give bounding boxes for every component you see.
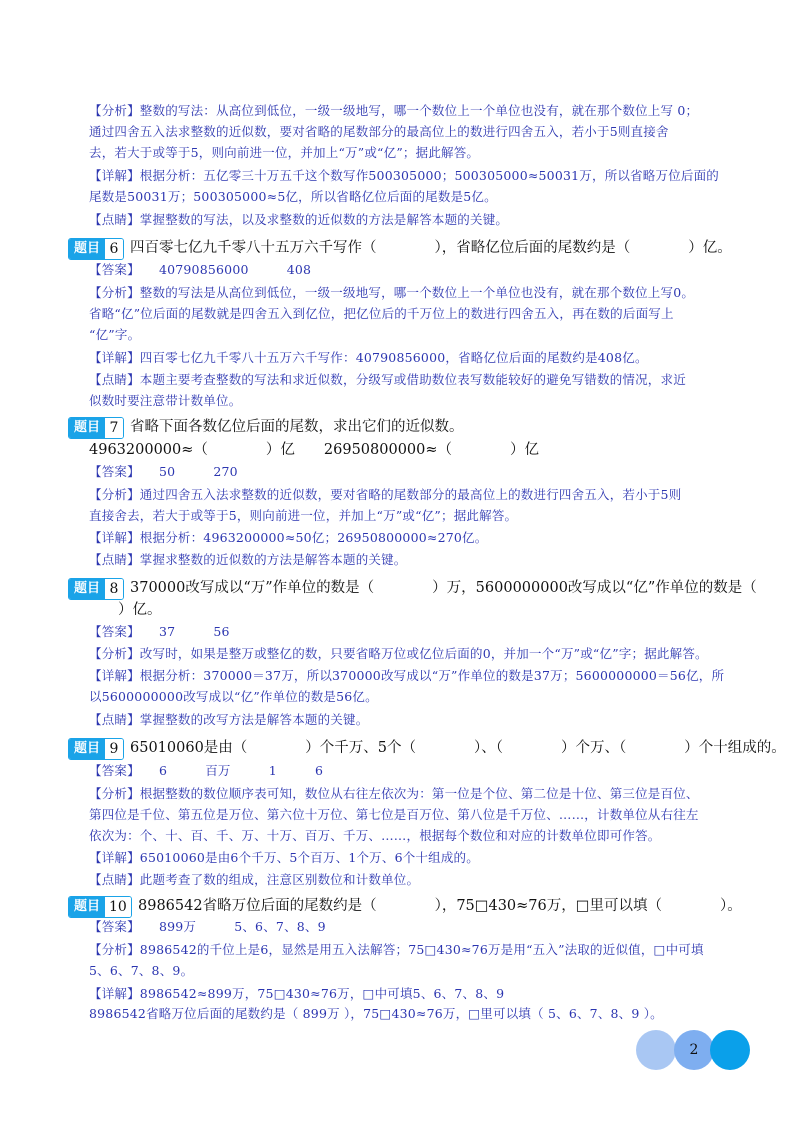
- question-number: 9: [105, 739, 123, 759]
- detail-line: 尾数是50031万；500305000≈5亿，所以省略亿位后面的尾数是5亿。: [89, 189, 497, 204]
- detail-line: 【详解】根据分析：370000＝37万，所以370000改写成以“万”作单位的数是37万；5600000000＝56亿，所: [89, 668, 725, 683]
- answer-line: 【答案】 40790856000 408: [89, 262, 312, 277]
- question-number: 8: [105, 579, 123, 599]
- detail-line: 【详解】65010060是由6个千万、5个百万、1个万、6个十组成的。: [89, 850, 479, 865]
- analysis-line: 【分析】改写时，如果是整万或整亿的数，只要省略万位或亿位后面的0，并加一个“万”或“亿”字；据此解答。: [89, 646, 708, 661]
- question-text: 65010060是由（ ）个千万、5个（ ）、（ ）个万、（ ）个十组成的。: [130, 740, 786, 756]
- question-badge: [68, 578, 124, 600]
- question-badge: [68, 238, 124, 260]
- note-line: 【点睛】掌握求整数的近似数的方法是解答本题的关键。: [89, 552, 407, 567]
- page-number: 2: [689, 1042, 699, 1058]
- answer-line: 【答案】 899万 5、6、7、8、9: [89, 919, 326, 934]
- question-label: 题目: [69, 239, 105, 259]
- analysis-line: 去，若大于或等于5，则向前进一位，并加上“万”或“亿”；据此解答。: [89, 145, 480, 160]
- question-number: 7: [105, 418, 123, 438]
- question-badge: [68, 896, 132, 918]
- analysis-line: 依次为：个、十、百、千、万、十万、百万、千万、……，根据每个数位和对应的计数单位即可作答。: [89, 828, 661, 843]
- analysis-line: 【分析】8986542的千位上是6，显然是用五入法解答；75□430≈76万是用“五入”法取的近似值，□中可填: [89, 942, 704, 957]
- question-text: 8986542省略万位后面的尾数约是（ ），75□430≈76万，□里可以填（ ）。: [138, 898, 742, 914]
- question-text-line2: 4963200000≈（ ）亿 26950800000≈（ ）亿: [89, 442, 540, 458]
- circle-decoration: [710, 1030, 750, 1070]
- analysis-line: 【分析】通过四舍五入法求整数的近似数，要对省略的尾数部分的最高位上的数进行四舍五入，若小于5则: [89, 487, 682, 502]
- question-number: 10: [105, 897, 131, 917]
- detail-line: 以5600000000改写成以“亿”作单位的数是56亿。: [89, 689, 378, 704]
- note-line: 似数时要注意带计数单位。: [89, 393, 242, 408]
- question-label: 题目: [69, 739, 105, 759]
- analysis-line: 第四位是千位、第五位是万位、第六位十万位、第七位是百万位、第八位是千万位、……，计数单位从右往左: [89, 807, 699, 822]
- analysis-line: 【分析】根据整数的数位顺序表可知，数位从右往左依次为：第一位是个位、第二位是十位、第三位是百位、: [89, 786, 699, 801]
- detail-line: 【详解】四百零七亿九千零八十五万六千写作：40790856000，省略亿位后面的尾数约是408亿。: [89, 350, 648, 365]
- detail-line: 【详解】根据分析：4963200000≈50亿；26950800000≈270亿。: [89, 530, 488, 545]
- answer-line: 【答案】 50 270: [89, 464, 238, 479]
- note-line: 【点睛】掌握整数的写法，以及求整数的近似数的方法是解答本题的关键。: [89, 212, 509, 227]
- detail-line: 【详解】根据分析：五亿零三十万五千这个数写作500305000；500305000≈50031万，所以省略万位后面的: [89, 168, 719, 183]
- question-label: 题目: [69, 418, 105, 438]
- question-text-line2: ）亿。: [89, 602, 162, 618]
- page-number-decoration: [636, 1030, 756, 1070]
- note-line: 【点睛】掌握整数的改写方法是解答本题的关键。: [89, 712, 369, 727]
- analysis-line: “亿”字。: [89, 327, 141, 342]
- question-badge: [68, 417, 124, 439]
- analysis-line: 【分析】整数的写法是从高位到低位，一级一级地写，哪一个数位上一个单位也没有，就在那个数位上写0。: [89, 285, 695, 300]
- note-line: 【点睛】此题考查了数的组成，注意区别数位和计数单位。: [89, 872, 420, 887]
- detail-line: 【详解】8986542≈899万，75□430≈76万，□中可填5、6、7、8、9: [89, 986, 505, 1001]
- question-text: 370000改写成以“万”作单位的数是（ ）万，5600000000改写成以“亿”作单位的数是（: [130, 580, 757, 596]
- question-badge: [68, 738, 124, 760]
- circle-decoration: [636, 1030, 676, 1070]
- note-line: 【点睛】本题主要考查整数的写法和求近似数，分级写或借助数位表写数能较好的避免写错数的情况，求近: [89, 372, 686, 387]
- analysis-line: 省略“亿”位后面的尾数就是四舍五入到亿位，把亿位后的千万位上的数进行四舍五入，再在数的后面写上: [89, 306, 674, 321]
- analysis-line: 直接舍去，若大于或等于5，则向前进一位，并加上“万”或“亿”；据此解答。: [89, 508, 518, 523]
- question-label: 题目: [69, 579, 105, 599]
- question-text: 四百零七亿九千零八十五万六千写作（ ），省略亿位后面的尾数约是（ ）亿。: [130, 240, 732, 256]
- analysis-line: 5、6、7、8、9。: [89, 963, 194, 978]
- question-number: 6: [105, 239, 123, 259]
- answer-line: 【答案】 6 百万 1 6: [89, 763, 324, 778]
- analysis-line: 通过四舍五入法求整数的近似数，要对省略的尾数部分的最高位上的数进行四舍五入，若小于5则直接舍: [89, 124, 669, 139]
- analysis-line: 【分析】整数的写法：从高位到低位，一级一级地写，哪一个数位上一个单位也没有，就在那个数位上写 0；: [89, 103, 699, 118]
- answer-line: 【答案】 37 56: [89, 624, 230, 639]
- question-label: 题目: [69, 897, 105, 917]
- question-text: 省略下面各数亿位后面的尾数，求出它们的近似数。: [130, 419, 464, 435]
- detail-line: 8986542省略万位后面的尾数约是（ 899万 ），75□430≈76万，□里可以填（ 5、6、7、8、9 ）。: [89, 1006, 663, 1021]
